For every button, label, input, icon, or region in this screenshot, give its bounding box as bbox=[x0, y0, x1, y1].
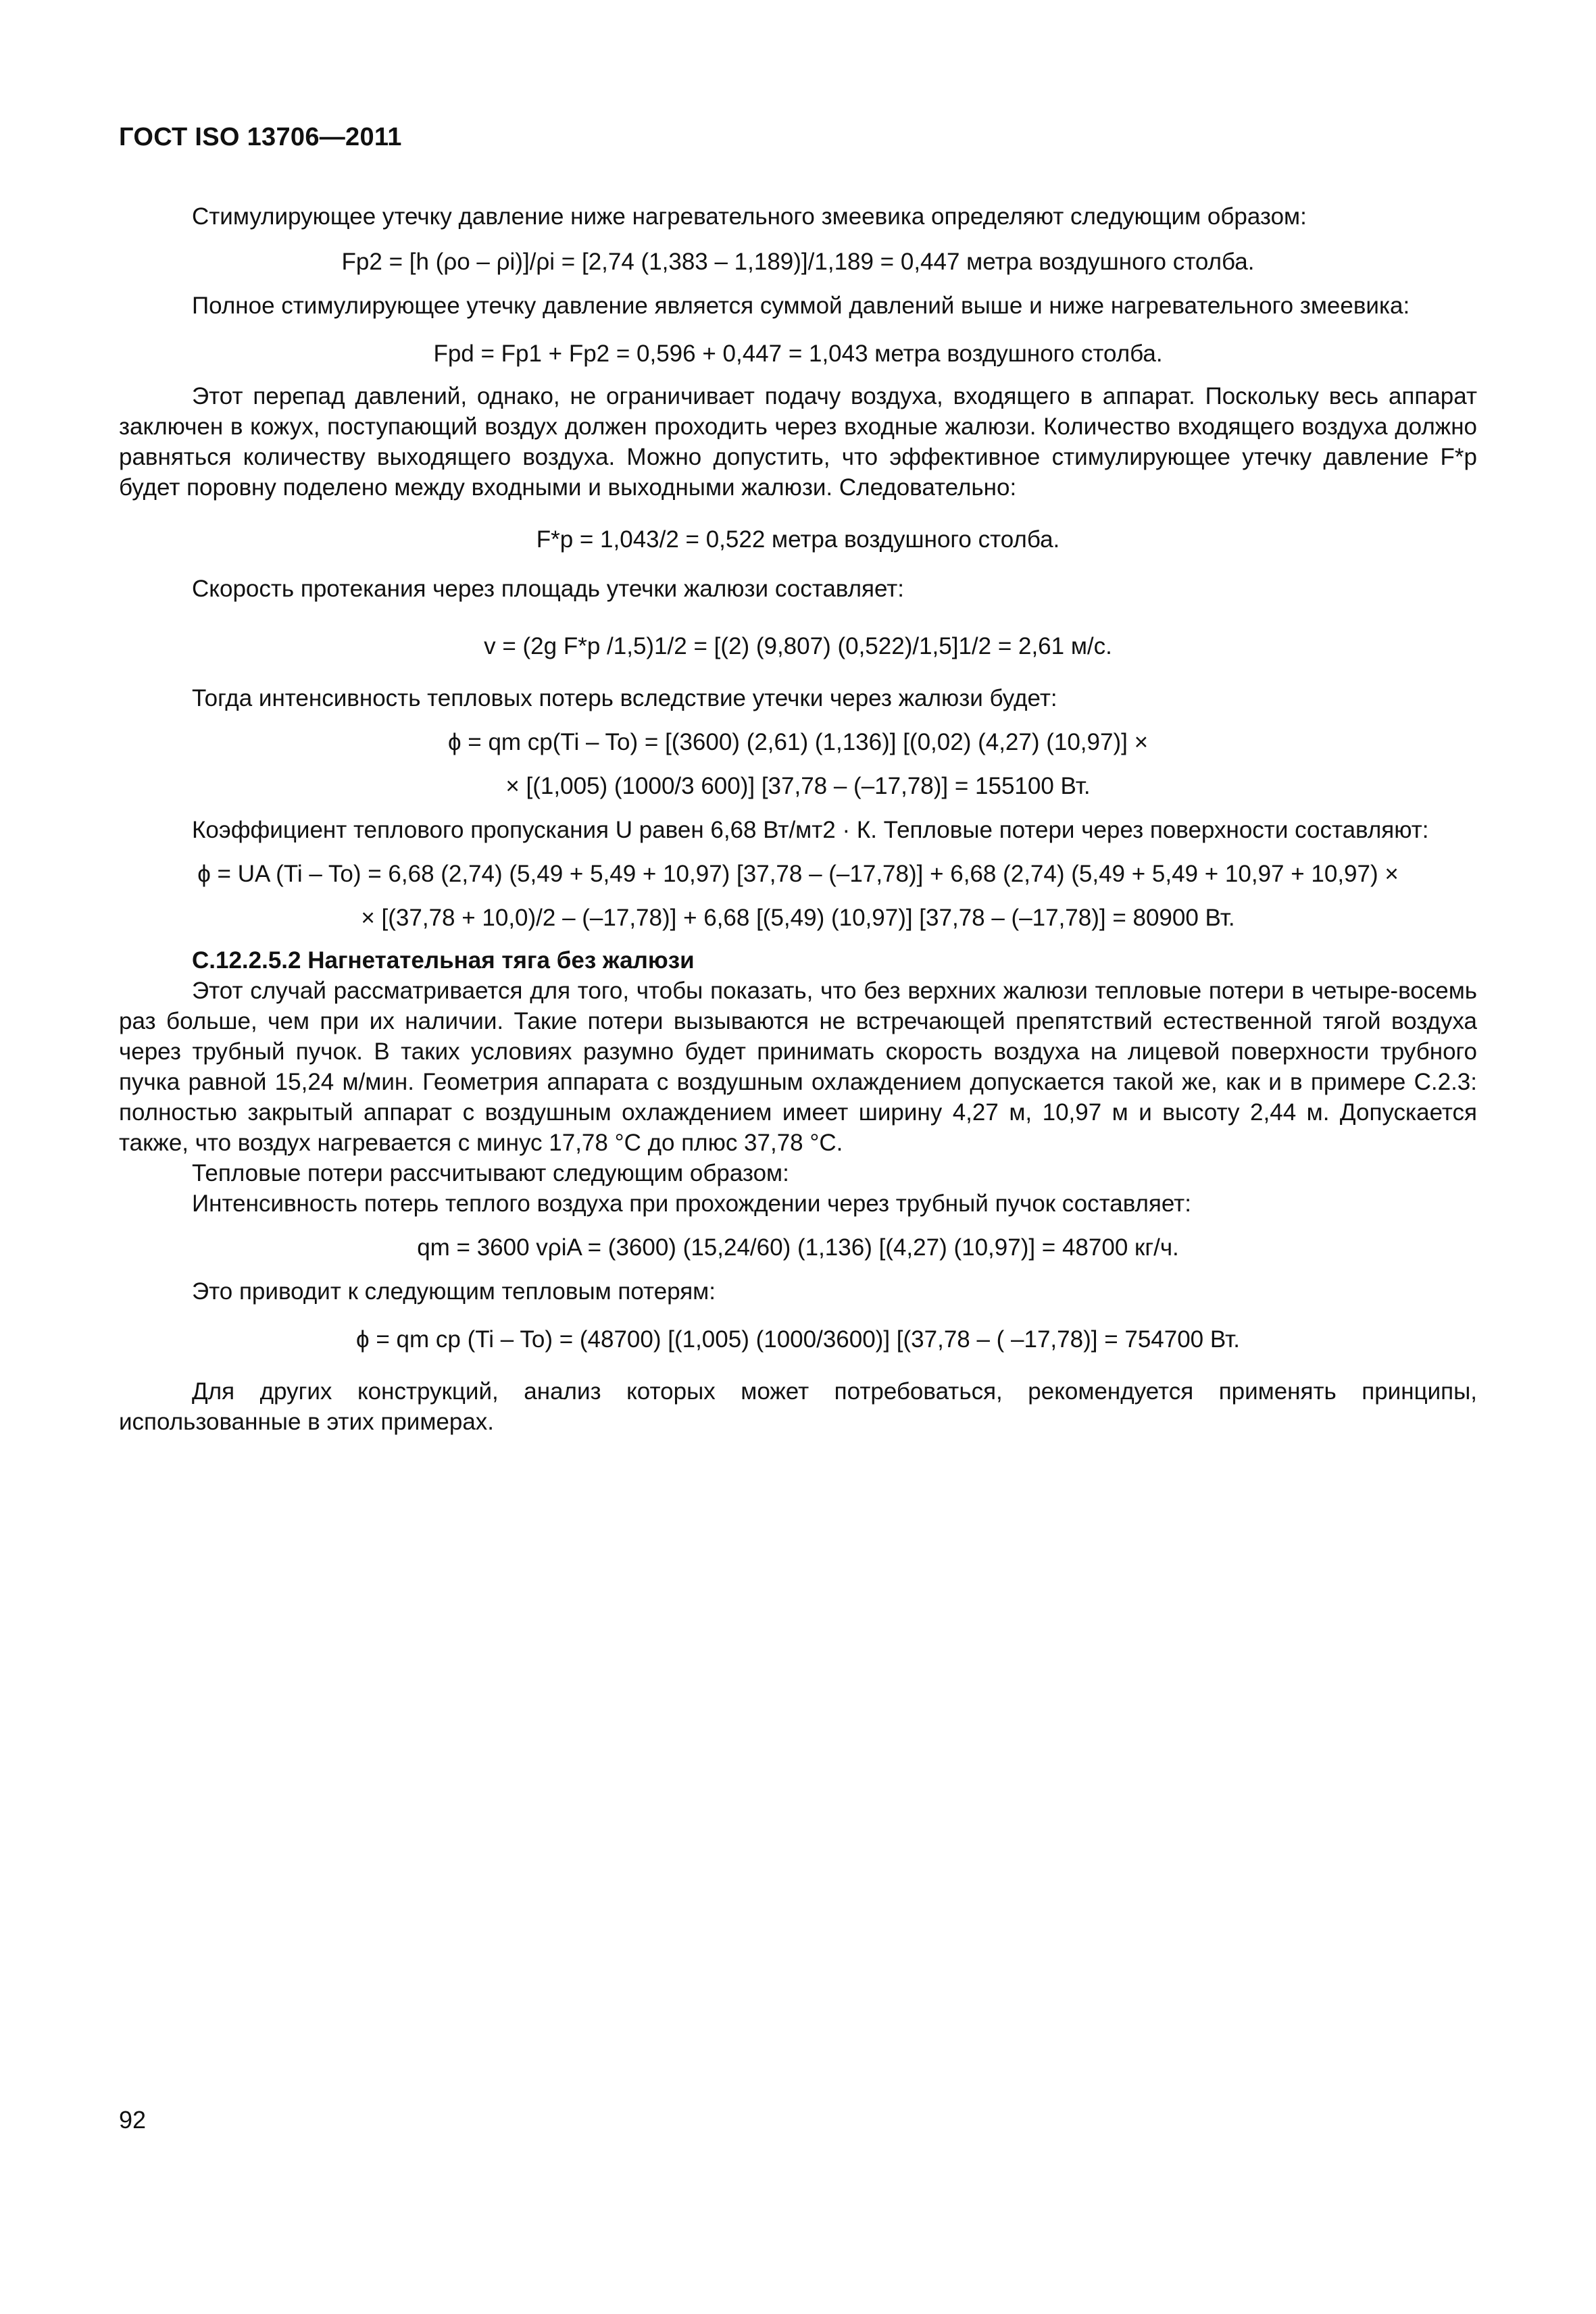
paragraph-11: Для других конструкций, анализ которых может потребоваться, рекомендуется применять принципы, использованные в этих примерах. bbox=[119, 1378, 1477, 1435]
paragraph-9: Интенсивность потерь теплого воздуха при прохождении через трубный пучок составляет: bbox=[192, 1190, 1191, 1217]
equation-3: F*p = 1,043/2 = 0,522 метра воздушного столба. bbox=[536, 526, 1060, 553]
paragraph-5: Тогда интенсивность тепловых потерь вследствие утечки через жалюзи будет: bbox=[192, 685, 1057, 711]
page-number: 92 bbox=[119, 2106, 147, 2134]
section-heading: С.12.2.5.2 Нагнетательная тяга без жалюзи bbox=[192, 947, 695, 974]
document-header: ГОСТ ISO 13706—2011 bbox=[119, 123, 402, 151]
paragraph-2: Полное стимулирующее утечку давление является суммой давлений выше и ниже нагревательного змеевика: bbox=[192, 293, 1410, 319]
equation-4: v = (2g F*p /1,5)1/2 = [(2) (9,807) (0,522)/1,5]1/2 = 2,61 м/с. bbox=[484, 633, 1112, 659]
paragraph-4: Скорость протекания через площадь утечки жалюзи составляет: bbox=[192, 576, 905, 602]
paragraph-1: Стимулирующее утечку давление ниже нагревательного змеевика определяют следующим образом: bbox=[192, 203, 1307, 230]
equation-7: qm = 3600 vρiA = (3600) (15,24/60) (1,136) [(4,27) (10,97)] = 48700 кг/ч. bbox=[417, 1234, 1179, 1261]
paragraph-8: Тепловые потери рассчитывают следующим образом: bbox=[192, 1160, 789, 1186]
equation-5b: × [(1,005) (1000/3 600)] [37,78 – (–17,78)] = 155100 Вт. bbox=[505, 773, 1091, 799]
equation-5a: ϕ = qm cp(Ti – To) = [(3600) (2,61) (1,136)] [(0,02) (4,27) (10,97)] × bbox=[447, 729, 1149, 755]
equation-2: Fpd = Fp1 + Fp2 = 0,596 + 0,447 = 1,043 метра воздушного столба. bbox=[433, 341, 1163, 367]
paragraph-6: Коэффициент теплового пропускания U равен 6,68 Вт/мт2 · К. Тепловые потери через поверхности составляют: bbox=[192, 817, 1429, 843]
document-body bbox=[119, 201, 1477, 1437]
paragraph-10: Это приводит к следующим тепловым потерям: bbox=[192, 1278, 716, 1305]
equation-6b: × [(37,78 + 10,0)/2 – (–17,78)] + 6,68 [(5,49) (10,97)] [37,78 – (–17,78)] = 80900 Вт. bbox=[361, 905, 1235, 931]
paragraph-3: Этот перепад давлений, однако, не ограничивает подачу воздуха, входящего в аппарат. Поскольку весь аппарат заключен в кожух, поступающий воздух должен проходить через входные жалюзи. Количество входящего воздуха должно равняться количеству выходящего воздуха. Можно допустить, что эффективное стимулирующее утечку давление F*p будет поровну поделено между входными и выходными жалюзи. Следовательно: bbox=[119, 383, 1477, 501]
equation-1: Fp2 = [h (ρo – ρi)]/ρi = [2,74 (1,383 – 1,189)]/1,189 = 0,447 метра воздушного столба. bbox=[341, 249, 1255, 275]
equation-6a: ϕ = UA (Ti – To) = 6,68 (2,74) (5,49 + 5,49 + 10,97) [37,78 – (–17,78)] + 6,68 (2,74) (5,49 + 5,49 + 10,97 + 10,97) × bbox=[197, 861, 1399, 887]
paragraph-7: Этот случай рассматривается для того, чтобы показать, что без верхних жалюзи тепловые потери в четыре-восемь раз больше, чем при их наличии. Такие потери вызываются не встречающей препятствий естественной тягой воздуха через трубный пучок. В таких условиях разумно будет принимать скорость воздуха на лицевой поверхности трубного пучка равной 15,24 м/мин. Геометрия аппарата с воздушным охлаждением допускается такой же, как и в примере С.2.3: полностью закрытый аппарат с воздушным охлаждением имеет ширину 4,27 м, 10,97 м и высоту 2,44 м. Допускается также, что воздух нагревается с минус 17,78 °С до плюс 37,78 °С. bbox=[119, 978, 1477, 1156]
equation-8: ϕ = qm cp (Ti – To) = (48700) [(1,005) (1000/3600)] [(37,78 – ( –17,78)] = 754700 Вт. bbox=[356, 1326, 1240, 1353]
